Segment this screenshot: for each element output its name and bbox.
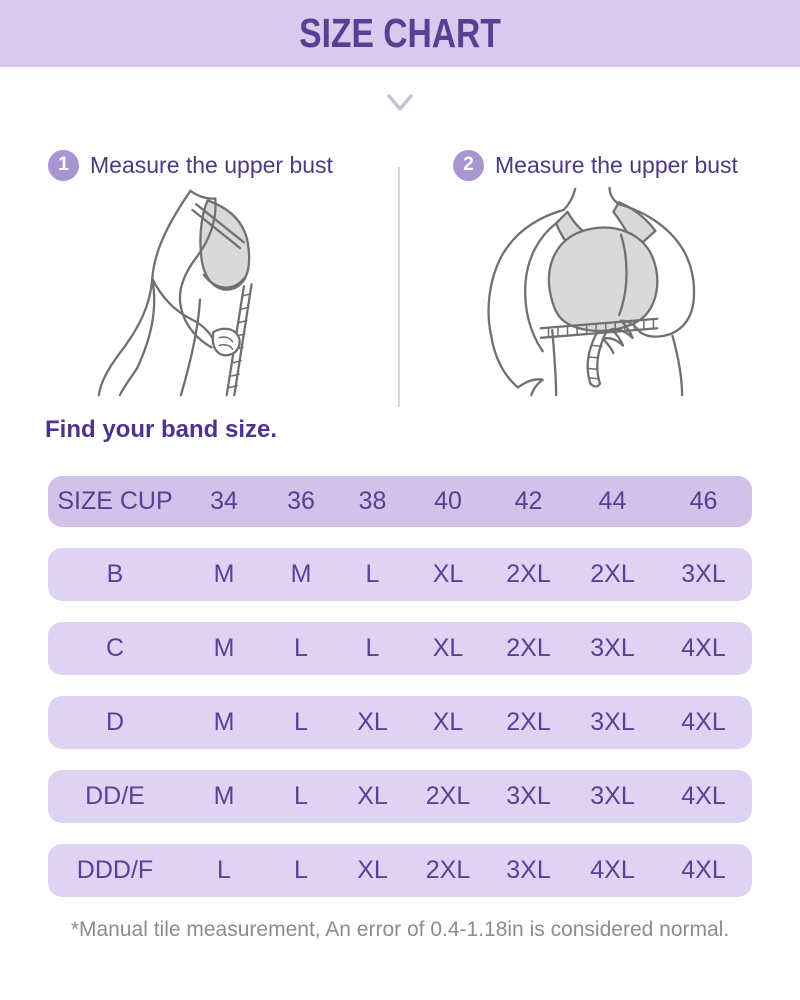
footnote: *Manual tile measurement, An error of 0.4-1.18in is considered normal. (70, 918, 730, 941)
size-cell: L (294, 634, 308, 662)
cup-label: B (106, 560, 124, 588)
size-cell: M (213, 782, 235, 810)
size-cell: L (294, 856, 308, 884)
size-cell: 2XL (506, 560, 551, 588)
measure-steps (0, 147, 800, 183)
table-row-cup-dd-e (48, 770, 752, 823)
size-cell: 3XL (590, 708, 635, 736)
size-cell: L (365, 634, 380, 662)
cup-label: DDD/F (76, 856, 154, 884)
step-2-number-badge: 2 (453, 150, 484, 181)
size-cell: 2XL (506, 708, 551, 736)
measure-section (0, 147, 800, 399)
measure-illustrations (0, 187, 800, 399)
size-cell: 3XL (506, 856, 551, 884)
size-cell: 3XL (681, 560, 726, 588)
size-cell: XL (357, 782, 388, 810)
size-cell: 2XL (506, 634, 551, 662)
size-cell: XL (432, 560, 464, 588)
measure-illustration-front (400, 187, 800, 399)
col-header-38: 38 (358, 487, 387, 515)
step-1-label: Measure the upper bust (90, 151, 333, 178)
step-2 (395, 147, 800, 183)
size-cell: 4XL (681, 856, 726, 884)
size-chart-table (48, 476, 752, 897)
size-cell: 4XL (590, 856, 635, 884)
table-row-cup-ddd-f (48, 844, 752, 897)
col-header-40: 40 (434, 487, 462, 515)
size-cell: XL (357, 708, 388, 736)
size-cell: L (294, 708, 308, 736)
step-2-label: Measure the upper bust (495, 151, 738, 178)
size-cell: 3XL (590, 634, 635, 662)
header-banner (0, 0, 800, 67)
size-cell: XL (357, 856, 388, 884)
size-cell: L (217, 856, 231, 884)
page-title: SIZE CHART (299, 10, 501, 56)
table-row-cup-c (48, 622, 752, 675)
table-row-cup-b (48, 548, 752, 601)
size-cell: L (294, 782, 308, 810)
size-cell: 4XL (681, 782, 726, 810)
step-1 (0, 147, 395, 183)
size-cell: 2XL (425, 856, 471, 884)
table-header-row (48, 476, 752, 527)
col-header-size-cup: SIZE CUP (57, 487, 173, 515)
size-cell: M (290, 560, 312, 588)
measure-illustration-side (0, 187, 400, 399)
cup-label: C (105, 634, 125, 662)
chevron-down-icon (0, 93, 800, 115)
size-cell: 3XL (506, 782, 551, 810)
size-cell: M (213, 708, 235, 736)
size-cell: XL (432, 634, 464, 662)
size-cell: 2XL (425, 782, 471, 810)
size-cell: M (213, 634, 235, 662)
band-size-heading: Find your band size. (45, 416, 278, 443)
size-cell: M (213, 560, 235, 588)
col-header-46: 46 (689, 487, 718, 515)
step-1-number-badge: 1 (48, 150, 79, 181)
size-cell: 3XL (590, 782, 635, 810)
cup-label: D (105, 708, 125, 736)
size-cell: 2XL (590, 560, 635, 588)
size-cell: 4XL (681, 634, 726, 662)
size-cell: 4XL (681, 708, 726, 736)
steps-divider (398, 167, 400, 407)
cup-label: DD/E (85, 782, 145, 810)
size-cell: L (365, 560, 380, 588)
col-header-42: 42 (514, 487, 543, 515)
col-header-44: 44 (598, 487, 627, 515)
col-header-34: 34 (210, 487, 238, 515)
table-row-cup-d (48, 696, 752, 749)
size-cell: XL (432, 708, 464, 736)
col-header-36: 36 (287, 487, 315, 515)
